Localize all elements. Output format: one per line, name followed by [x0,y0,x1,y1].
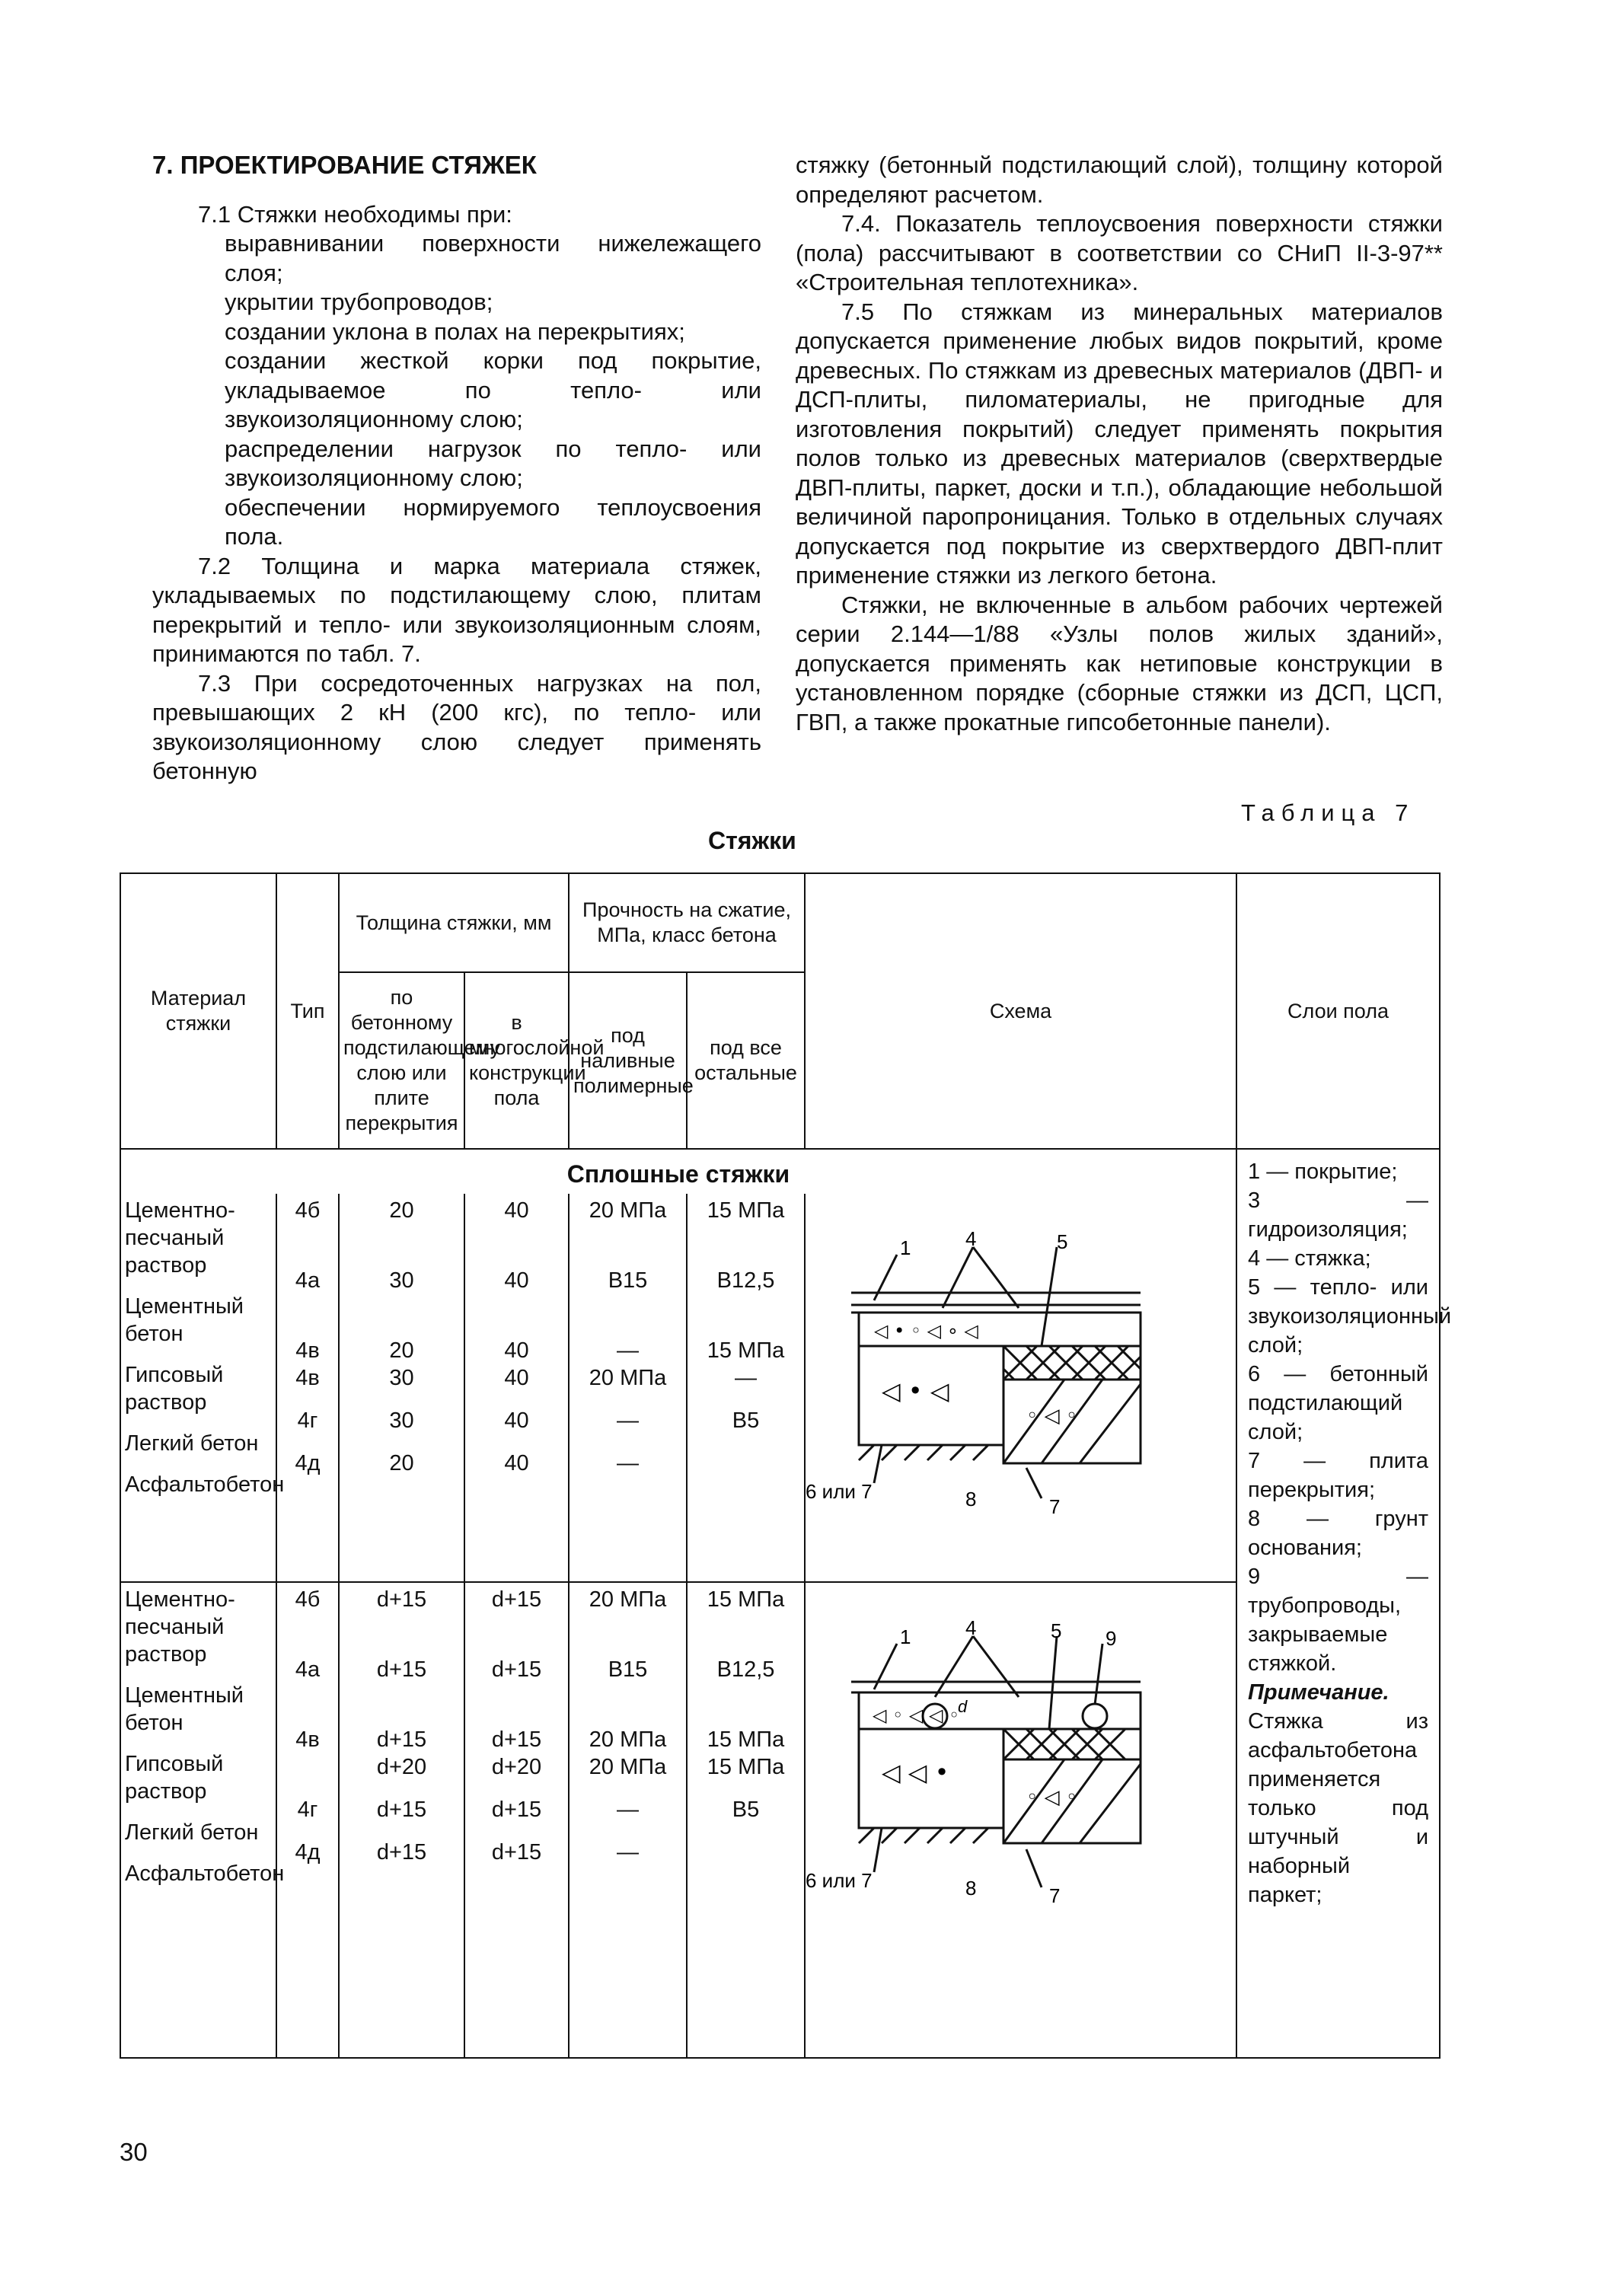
value-cell: d+15 d+20 [491,1727,542,1779]
value-cell: 4г [297,1408,318,1433]
value-cell: d+15 d+20 [376,1727,427,1779]
layer-item: 4 — стяжка; [1248,1246,1371,1271]
paragraph-non-typical: Стяжки, не включенные в альбом рабочих чертежей серии 2.144—1/88 «Узлы полов жилых зданий», допускается применять как нетиповые конструкции в установленном порядке (сборные стяжки из ДСП, ЦСП, ГВП, а также прокатные гипсобетонные панели). [796,591,1443,735]
header-strength-b: под все остальные [687,972,805,1149]
value-cell: d+15 [376,1840,427,1865]
value-cell: 4в [295,1727,320,1752]
scheme2-label: 6 или 7 [806,1869,873,1892]
value-cell: d+15 [376,1798,427,1822]
header-thickness: Толщина стяжки, мм [339,873,569,972]
scheme2-label: 7 [1049,1884,1061,1907]
material-cell: Цементный бетон [125,1683,244,1735]
value-cell: — [617,1408,640,1433]
list-item: обеспечении нормируемого теплоусвоения пола. [225,493,761,550]
group2-types [276,1582,339,2058]
group1-str-a [569,1194,687,1582]
value-cell: 4б [295,1198,321,1223]
group1-thick-b [464,1194,569,1582]
value-cell: — [617,1840,640,1865]
material-cell: Асфальтобетон [125,1861,285,1886]
layer-item: 5 — тепло- или звукоизоляционный слой; [1248,1275,1452,1357]
scheme1-label: 6 или 7 [806,1480,873,1503]
header-type: Тип [276,873,339,1149]
scheme1-label: 5 [1057,1230,1068,1253]
scheme2-label: 4 [965,1616,977,1639]
material-cell: Асфальтобетон [125,1472,285,1497]
section-label: Сплошные стяжки [120,1149,1236,1194]
scheme2-label: d [958,1697,968,1716]
header-layers: Слои пола [1236,873,1440,1149]
material-cell: Гипсовый раствор [125,1363,224,1415]
value-cell: d+15 [376,1587,427,1612]
layers-legend [1236,1149,1452,2058]
value-cell: 40 [504,1408,529,1433]
value-cell: В12,5 [716,1268,775,1293]
note-label: Примечание. [1248,1680,1389,1705]
list-item: выравнивании поверхности нижележащего слоя; [225,230,761,286]
value-cell: 4д [295,1840,321,1865]
group1-str-b [687,1194,805,1582]
paragraph-7-4: 7.4. Показатель теплоусвоения поверхности стяжки (пола) рассчитывают в соответствии со СНиП II-3-97** «Строительная теплотехника». [796,210,1443,295]
value-cell: — [617,1798,640,1822]
value-cell: 4д [295,1451,321,1475]
layer-item: 3 — гидроизоляция; [1248,1188,1429,1242]
svg-text:◁ ◁ •: ◁ ◁ • [882,1758,949,1787]
svg-text:◁ ◦ ◁ ◁ ◦: ◁ ◦ ◁ ◁ ◦ [873,1705,960,1726]
value-cell: В15 [608,1268,648,1293]
value-cell: 15 МПа — [707,1338,785,1390]
material-cell: Цементный бетон [125,1294,244,1346]
value-cell: В12,5 [716,1657,775,1682]
material-cell: Легкий бетон [125,1820,259,1845]
header-thickness-b: в многослойной конструкции пола [464,972,569,1149]
value-cell: 20 МПа 20 МПа [589,1727,667,1779]
group2-str-a [569,1582,687,2058]
note-text: Стяжка из асфальтобетона применяется только под штучный и наборный паркет; [1248,1709,1429,1907]
list-item: создании жесткой корки под покрытие, укладываемое по тепло- или звукоизоляционному слою; [225,347,761,432]
header-strength: Прочность на сжатие, МПа, класс бетона [569,873,805,972]
value-cell: 4в 4в [295,1338,320,1390]
paragraph-7-2: 7.2 Толщина и марка материала стяжек, укладываемых по подстилающему слою, плитам перекрытий и тепло- или звукоизоляционным слоям, принимаются по табл. 7. [152,552,761,667]
section-title: 7. ПРОЕКТИРОВАНИЕ СТЯЖЕК [152,151,537,179]
layer-item: 1 — покрытие; [1248,1160,1398,1184]
layer-item: 9 — трубопроводы, закрываемые стяжкой. [1248,1565,1429,1676]
svg-text:◁ • ◦ ◁ ∘ ◁: ◁ • ◦ ◁ ∘ ◁ [874,1320,978,1341]
table-title: Стяжки [708,827,796,854]
paragraph-7-3: 7.3 При сосредоточенных нагрузках на пол, превышающих 2 кН (200 кгс), по тепло- или звукоизоляционному слою следует применять бетонную [152,669,761,784]
scheme2-label: 1 [900,1625,911,1648]
material-cell: Цементно-песчаный раствор [125,1587,235,1667]
scheme2-label: 9 [1106,1627,1117,1650]
value-cell: 15 МПа [707,1587,785,1612]
header-material: Материал стяжки [120,873,276,1149]
value-cell: d+15 [491,1798,542,1822]
scheme1-drawing [806,1227,1171,1529]
svg-text:◦ ◁ ◦: ◦ ◁ ◦ [1026,1405,1078,1428]
page-number: 30 [120,2138,148,2166]
value-cell: d+15 [376,1657,427,1682]
paragraph-7-3-continued: стяжку (бетонный подстилающий слой), толщину которой определяют расчетом. [796,152,1443,208]
group1-thick-a [339,1194,464,1582]
svg-text:◦ ◁ ◦: ◦ ◁ ◦ [1026,1786,1078,1809]
table-label: Таблица 7 [1241,799,1415,826]
value-cell: d+15 [491,1840,542,1865]
value-cell: 40 40 [504,1338,529,1390]
paragraph-7-5: 7.5 По стяжкам из минеральных материалов допускается применение любых видов покрытий, кроме древесных. По стяжкам из древесных материалов (ДВП- и ДСП-плиты, пиломатериалы, не пригодные для изготовления покрытий) следует применять покрытия полов только из древесных материалов (сверхтвердые ДВП-плиты, паркет, доски и т.п.), обладающие небольшой величиной паропроницания. Только в отдельных случаях допускается под покрытие из сверхтвердого ДВП-плит применение стяжки из легкого бетона. [796,298,1443,589]
left-column [152,151,761,786]
value-cell: 4а [295,1657,321,1682]
group2-thick-b [464,1582,569,2058]
value-cell: В5 [732,1798,760,1822]
header-strength-a: под наливные полимерные [569,972,687,1149]
value-cell: 4а [295,1268,321,1293]
screeds-table [120,872,1452,2059]
scheme2 [805,1582,1236,2058]
group2-str-b [687,1582,805,2058]
scheme1-label: 8 [965,1488,977,1510]
scheme2-drawing [806,1616,1171,1918]
header-scheme: Схема [805,873,1236,1149]
group1-materials [120,1194,285,1582]
value-cell [691,1450,800,1506]
material-cell: Гипсовый раствор [125,1752,224,1804]
right-column [796,151,1443,737]
paragraph-7-1: 7.1 Стяжки необходимы при: [198,200,512,228]
scheme2-label: 8 [965,1877,977,1900]
value-cell: 30 [389,1408,414,1433]
value-cell: В5 [732,1408,760,1433]
value-cell: 40 [504,1451,529,1475]
value-cell: d+15 [491,1587,542,1612]
list-item: распределении нагрузок по тепло- или звукоизоляционному слою; [225,435,761,491]
layer-item: 8 — грунт основания; [1248,1507,1429,1560]
header-thickness-a: по бетонному подстилающему слою или плите перекрытия [339,972,464,1149]
group1-types [276,1194,339,1582]
group2-materials [120,1582,285,2058]
value-cell: — [617,1451,640,1475]
value-cell: 20 [389,1451,414,1475]
value-cell: 20 МПа [589,1587,667,1612]
svg-text:◁ • ◁: ◁ • ◁ [882,1376,949,1405]
value-cell: d+15 [491,1657,542,1682]
value-cell: 40 [504,1198,529,1223]
group2-thick-a [339,1582,464,2058]
list-item: укрытии трубопроводов; [225,289,493,315]
value-cell: 15 МПа [707,1198,785,1223]
scheme1-label: 7 [1049,1495,1061,1518]
value-cell: 30 [389,1268,414,1293]
value-cell: 4б [295,1587,321,1612]
value-cell: В15 [608,1657,648,1682]
scheme1-label: 1 [900,1236,911,1259]
value-cell: 20 30 [389,1338,414,1390]
value-cell [691,1839,800,1895]
list-item: создании уклона в полах на перекрытиях; [225,317,685,345]
scheme1 [805,1194,1236,1582]
value-cell: 40 [504,1268,529,1293]
material-cell: Легкий бетон [125,1431,259,1456]
layer-item: 6 — бетонный подстилающий слой; [1248,1362,1429,1444]
value-cell: 15 МПа 15 МПа [707,1727,785,1779]
material-cell: Цементно-песчаный раствор [125,1198,235,1278]
value-cell: 20 [389,1198,414,1223]
value-cell: 4г [297,1798,318,1822]
scheme2-label: 5 [1051,1619,1062,1642]
scheme1-label: 4 [965,1227,977,1250]
value-cell: 20 МПа [589,1198,667,1223]
value-cell: — 20 МПа [589,1338,667,1390]
layer-item: 7 — плита перекрытия; [1248,1449,1429,1502]
